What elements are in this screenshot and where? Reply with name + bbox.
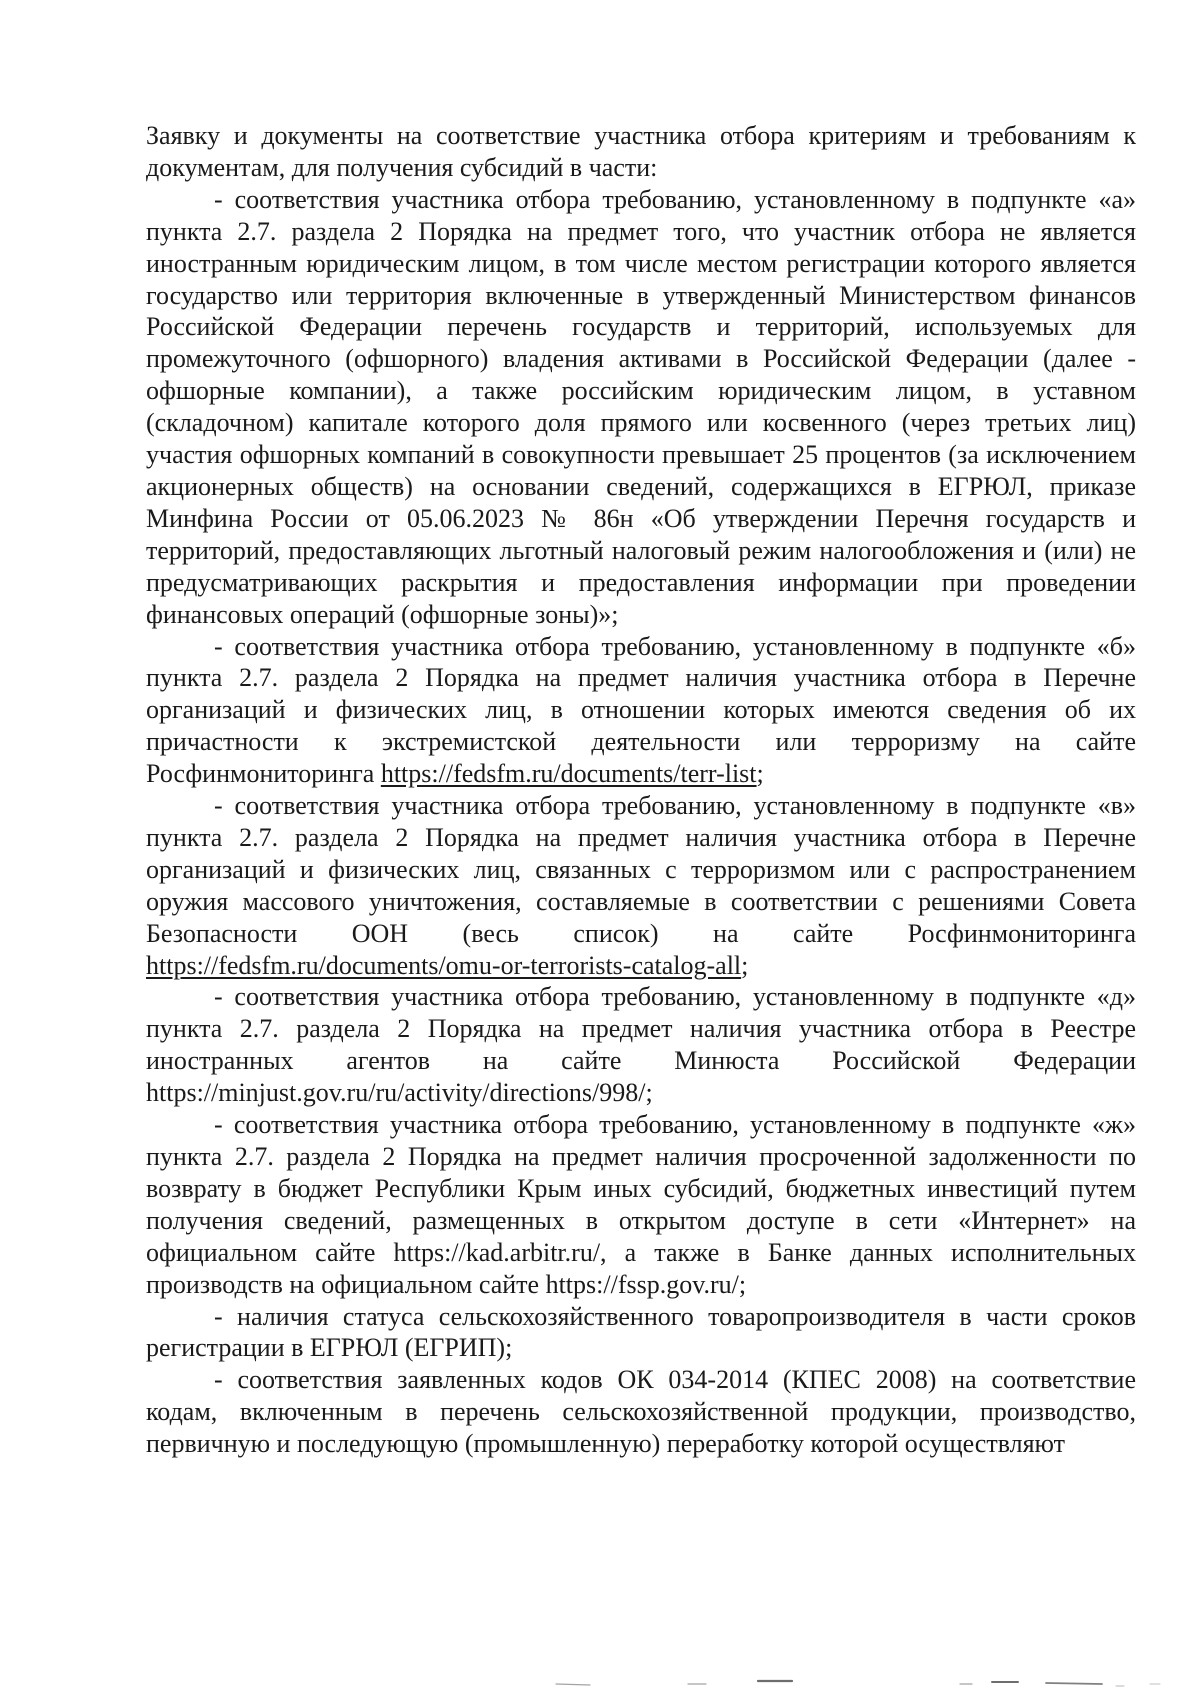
url-link[interactable]: https://fedsfm.ru/documents/omu-or-terrorists-catalog-all: [146, 950, 742, 980]
paragraph-text: - соответствия участника отбора требованию, установленному в подпункте «а» пункта 2.7. раздела 2 Порядка на предмет того, что участник отбора не является иностранным юридическим лицом, в том числе местом регистрации которого является государство или территория включенные в утвержденный Министерством финансов Российской Федерации перечень государств и территорий, используемых для промежуточного (офшорного) владения активами в Российской Федерации (далее - офшорные компании), а также российским юридическим лицом, в уставном (складочном) капитале которого доля прямого или косвенного (через третьих лиц) участия офшорных компаний в совокупности превышает 25 процентов (за исключением акционерных обществ) на основании сведений, содержащихся в ЕГРЮЛ, приказе Минфина России от 05.06.2023 № 86н «Об утверждении Перечня государств и территорий, предоставляющих льготный налоговый режим налогообложения и (или) не предусматривающих раскрытия и предоставления информации при проведении финансовых операций (офшорные зоны)»;: [146, 184, 1136, 629]
paragraph-p4: [146, 981, 1136, 1109]
url-link[interactable]: https://fedsfm.ru/documents/terr-list: [380, 759, 757, 789]
paragraph-text: - соответствия участника отбора требованию, установленному в подпункте «б» пункта 2.7. раздела 2 Порядка на предмет наличия участника отбора в Перечне организаций и физических лиц, в отношении которых имеются сведения об их причастности к экстремистской деятельности или терроризму на сайте Росфинмониторинга: [146, 631, 1136, 789]
paragraph-p0: [146, 120, 1136, 184]
scan-mark: [1046, 1683, 1102, 1684]
scan-mark: [556, 1684, 590, 1685]
paragraph-text: - соответствия заявленных кодов ОК 034-2014 (КПЕС 2008) на соответствие кодам, включенным в перечень сельскохозяйственной продукции, производство, первичную и последующую (промышленную) переработку которой осуществляют: [146, 1365, 1136, 1459]
paragraph-text: ;: [741, 950, 749, 980]
paragraph-p5: [146, 1109, 1136, 1300]
paragraph-text: - соответствия участника отбора требованию, установленному в подпункте «в» пункта 2.7. раздела 2 Порядка на предмет наличия участника отбора в Перечне организаций и физических лиц, связанных с терроризмом или с распространением оружия массового уничтожения, составляемые в соответствии с решениями Совета Безопасности ООН (весь список) на сайте Росфинмониторинга: [146, 791, 1136, 948]
paragraph-p3: [146, 790, 1136, 981]
paragraph-text: ;: [756, 759, 764, 789]
paragraph-text: Заявку и документы на соответствие участника отбора критериям и требованиям к документам, для получения субсидий в части:: [146, 121, 1136, 182]
document-body: [146, 120, 1136, 1460]
paragraph-p2: [146, 631, 1136, 791]
paragraph-text: - соответствия участника отбора требованию, установленному в подпункте «ж» пункта 2.7. раздела 2 Порядка на предмет наличия просроченной задолженности по возврату в бюджет Республики Крым иных субсидий, бюджетных инвестиций путем получения сведений, размещенных в открытом доступе в сети «Интернет» на официальном сайте https://kad.arbitr.ru/, а также в Банке данных исполнительных производств на официальном сайте https://fssp.gov.ru/;: [146, 1110, 1136, 1299]
paragraph-p6: [146, 1301, 1136, 1365]
paragraph-text: - соответствия участника отбора требованию, установленному в подпункте «д» пункта 2.7. раздела 2 Порядка на предмет наличия участника отбора в Реестре иностранных агентов на сайте Минюста Российской Федерации https://minjust.gov.ru/ru/activity/directions/998/;: [146, 982, 1136, 1108]
paragraph-p1: [146, 184, 1136, 631]
paragraph-p7: [146, 1364, 1136, 1460]
paragraph-text: - наличия статуса сельскохозяйственного товаропроизводителя в части сроков регистрации в ЕГРЮЛ (ЕГРИП);: [146, 1301, 1136, 1363]
